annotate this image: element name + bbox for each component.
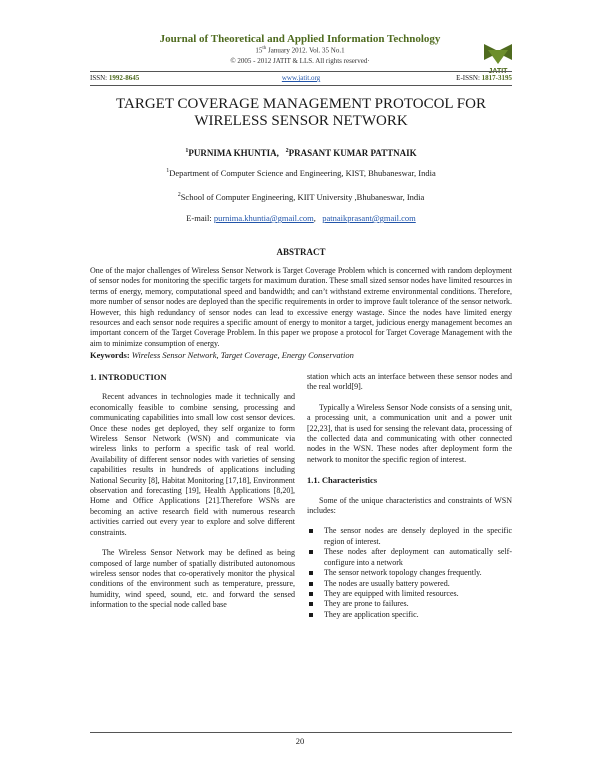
eissn-label: E-ISSN:	[456, 74, 480, 82]
author1-sup: 1	[185, 148, 189, 154]
affil1-sup: 1	[166, 168, 170, 175]
journal-title: Journal of Theoretical and Applied Information Technology	[159, 33, 441, 45]
left-column	[90, 372, 295, 621]
journal-website-link[interactable]: www.jatit.org	[281, 74, 321, 82]
characteristics-list	[307, 526, 512, 620]
issn-value: 1992-8645	[108, 74, 140, 82]
author2-sup: 2	[285, 148, 289, 154]
issn-label: ISSN:	[90, 74, 108, 82]
affiliation-1	[90, 168, 512, 178]
header-rule-bottom	[90, 85, 512, 86]
page-number: 20	[295, 736, 305, 746]
affil2-sup: 2	[177, 192, 181, 199]
journal-copyright: © 2005 - 2012 JATIT & LLS. All rights reserved·	[230, 57, 370, 65]
subsection-heading-characteristics: 1.1. Characteristics	[307, 475, 378, 486]
intro-paragraph-3: Typically a Wireless Sensor Node consists of a sensing unit, a processing unit, a communication unit and a power unit [22,23], that is used for sensing the relevant data, processing of the collected data and communicating with other connected nodes in the WSN. These nodes after deployment form the network to monitor the specific region of interest.	[307, 402, 512, 464]
abstract-heading: ABSTRACT	[276, 247, 326, 257]
keywords	[90, 350, 512, 360]
section-heading-introduction: 1. INTRODUCTION	[90, 372, 167, 382]
intro-paragraph-1: Recent advances in technologies made it technically and economically feasible to combine sensing, processing and communicating capabilities into small low cost sensor devices. Once these nodes get deployed, they self organize to form Wireless Sensor Network (WSN) and communicate via wireless links to perform a specific task of real world. Availability of different sensor nodes with varieties of sensing capabilities results in hundreds of applications including National Security [8], Habitat Monitoring [17,18], Environment observation and forecasting [19], Health Applications [8,20], Home and Office Applications [21].Therefore WSNs are becoming an active research field with numerous research activities carried out every year to explore and solve different constraints.	[90, 392, 295, 537]
email-separator: ,	[313, 213, 316, 223]
email-link-2[interactable]: patnaikprasant@gmail.com	[322, 213, 416, 223]
paper-title: TARGET COVERAGE MANAGEMENT PROTOCOL FOR WIRELESS SENSOR NETWORK	[116, 96, 486, 129]
eissn-value: 1817-3195	[481, 74, 512, 82]
characteristics-intro: Some of the unique characteristics and constraints of WSN includes:	[307, 495, 512, 516]
eissn	[456, 74, 512, 82]
affiliation-2	[90, 192, 512, 202]
abstract-text: One of the major challenges of Wireless Sensor Network is Target Coverage Problem which is concerned with random deployment of sensor nodes for monitoring the specific targets for maximum duration. These small sized sensor nodes have limited resources in terms of energy, memory, computational speed and bandwidth; and can’t withstand extreme environmental conditions. Therefore, more number of sensor nodes are deployed than the specific requirements in order to improve fault tolerance of the sensor network. However, this high redundancy of sensor nodes can lead to excessive energy wastage. Since the nodes have limited energy resources and each sensor node requires a specific amount of energy to monitor a target, judicious energy management becomes an important concern of the Target Coverage Problem. In this paper we propose a protocol for Target Coverage Management with the aim to minimize consumption of energy.	[90, 266, 512, 348]
keywords-list: Wireless Sensor Network, Target Coverage, Energy Conservation	[131, 350, 354, 360]
logo-text: JATIT	[488, 68, 508, 75]
list-item: They are equipped with limited resources.	[307, 589, 512, 599]
affil2-text: School of Computer Engineering, KIIT University ,Bhubaneswar, India	[180, 192, 425, 202]
issn-bar	[90, 72, 512, 84]
author-emails	[90, 213, 512, 223]
list-item: These nodes after deployment can automatically self-configure into a network	[307, 547, 512, 568]
footer-rule	[90, 732, 512, 733]
authors	[90, 148, 512, 158]
list-item: The sensor nodes are densely deployed in the specific region of interest.	[307, 526, 512, 547]
date-suffix: th	[262, 46, 267, 51]
list-item: They are application specific.	[307, 610, 512, 620]
list-item: They are prone to failures.	[307, 599, 512, 609]
author2-name: PRASANT KUMAR PATTNAIK	[288, 148, 417, 158]
author1-name: PURNIMA KHUNTIA,	[188, 148, 279, 158]
email-link-1[interactable]: purnima.khuntia@gmail.com	[213, 213, 314, 223]
date-rest: January 2012. Vol. 35 No.1	[268, 46, 345, 55]
intro-paragraph-2-continued: station which acts an interface between these sensor nodes and the real world[9].	[307, 372, 512, 392]
list-item: The nodes are usually battery powered.	[307, 579, 512, 589]
keywords-label: Keywords:	[90, 350, 130, 360]
right-column	[307, 372, 512, 620]
affil1-text: Department of Computer Science and Engineering, KIST, Bhubaneswar, India	[169, 168, 436, 178]
email-label: E-mail:	[186, 213, 212, 223]
list-item: The sensor network topology changes frequently.	[307, 568, 512, 578]
intro-paragraph-2: The Wireless Sensor Network may be defined as being composed of large number of spatially distributed autonomous wireless sensor nodes that co-operatively monitor the physical conditions of the environment such as temperature, pressure, humidity, wind speed, sound, etc. and forward the sensed information to the special node called base	[90, 548, 295, 610]
date-day: 15	[255, 46, 263, 55]
